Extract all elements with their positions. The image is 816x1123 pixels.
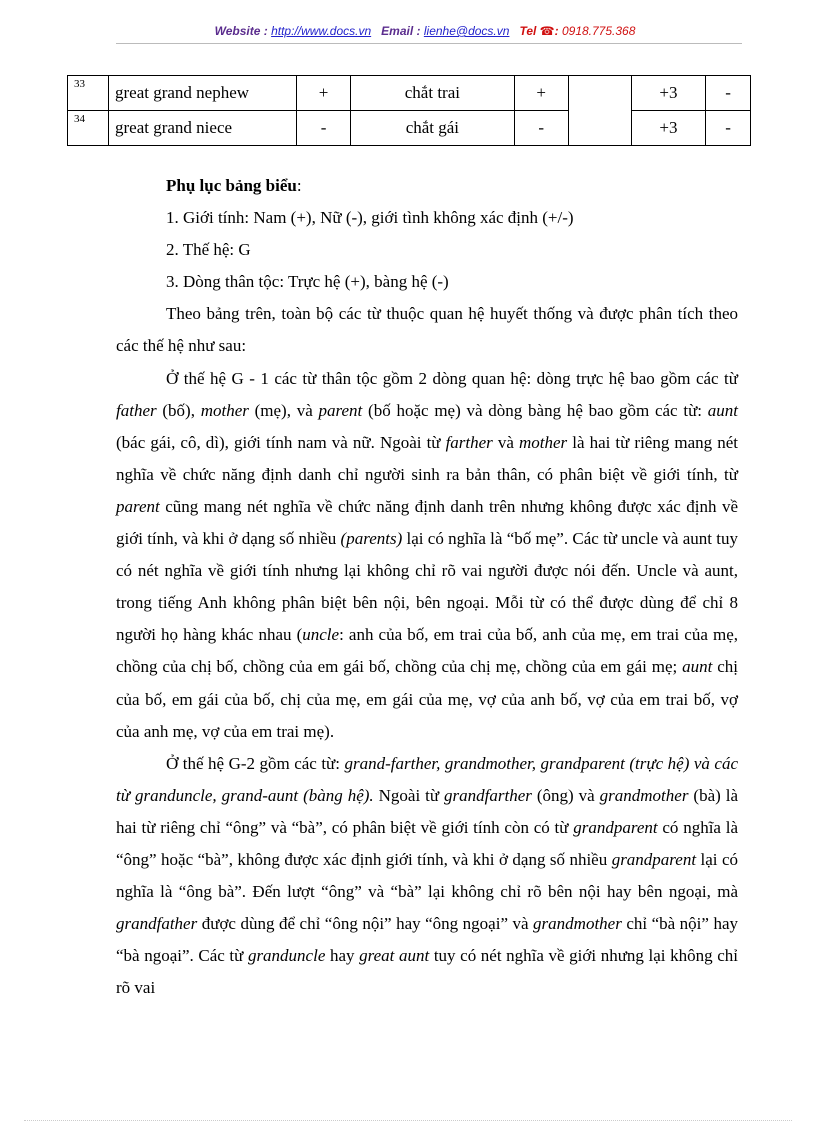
row-number: 34 xyxy=(68,111,109,146)
page-header xyxy=(110,24,740,38)
last-cell: - xyxy=(706,76,751,111)
tel-label: Tel ☎: xyxy=(519,24,559,38)
lineage-cell: - xyxy=(514,111,568,146)
email-link[interactable]: lienhe@docs.vn xyxy=(423,24,510,38)
vietnamese-term: chắt gái xyxy=(351,111,514,146)
lineage-cell: + xyxy=(514,76,568,111)
generation-cell: +3 xyxy=(631,111,706,146)
paragraph-intro: Theo bảng trên, toàn bộ các từ thuộc quan hệ huyết thống và được phân tích theo các thế hệ như sau: xyxy=(116,304,738,356)
table-row xyxy=(68,111,751,146)
footer-divider xyxy=(24,1120,792,1121)
paragraph-generation-1: Ở thế hệ G - 1 các từ thân tộc gồm 2 dòng quan hệ: dòng trực hệ bao gồm các từ father (bố), mother (mẹ), và parent (bố hoặc mẹ) và dòng bàng hệ bao gồm các từ: aunt (bác gái, cô, dì), giới tính nam và nữ. Ngoài từ farther và mother là hai từ riêng mang nét nghĩa về chức năng định danh chỉ người sinh ra bản thân, có phân biệt về giới tính, từ parent cũng mang nét nghĩa về chức năng định danh trên nhưng không được xác định về giới tính, và khi ở dạng số nhiều (parents) lại có nghĩa là “bố mẹ”. Các từ uncle và aunt tuy có nét nghĩa về giới tính nhưng lại không chỉ rõ vai người được nói đến. Uncle và aunt, trong tiếng Anh không phân biệt bên nội, bên ngoại. Mỗi từ có thể được dùng để chỉ 8 người họ hàng khác nhau (uncle: anh của bố, em trai của bố, anh của mẹ, em trai của mẹ, chồng của chị bố, chồng của em gái bố, chồng của chị mẹ, chồng của em gái mẹ; aunt chị của bố, em gái của bố, chị của mẹ, em gái của mẹ, vợ của anh bố, vợ của em trai bố, vợ của anh mẹ, vợ của em trai mẹ). xyxy=(116,368,739,741)
website-link[interactable]: http://www.docs.vn xyxy=(271,24,372,38)
appendix-title: Phụ lục bảng biểu xyxy=(166,176,297,195)
last-cell: - xyxy=(706,111,751,146)
paragraph-generation-2: Ở thế hệ G-2 gồm các từ: grand-farther, grandmother, grandparent (trực hệ) và các từ granduncle, grand-aunt (bàng hệ). Ngoài từ grandfarther (ông) và grandmother (bà) là hai từ riêng chỉ “ông” và “bà”, có phân biệt về giới tính còn có từ grandparent có nghĩa là “ông” hoặc “bà”, không được xác định giới tính, và khi ở dạng số nhiều grandparent lại có nghĩa là “ông bà”. Đến lượt “ông” và “bà” lại không chỉ rõ bên nội hay bên ngoại, mà grandfather được dùng để chỉ “ông nội” hay “ông ngoại” và grandmother chỉ “bà nội” hay “bà ngoại”. Các từ granduncle hay great aunt tuy có nét nghĩa về giới nhưng lại không chỉ rõ vai xyxy=(116,753,739,998)
body-text xyxy=(116,170,738,1004)
table-row xyxy=(68,76,751,111)
gender-cell: - xyxy=(297,111,351,146)
english-term: great grand niece xyxy=(109,111,297,146)
website-label: Website : xyxy=(214,24,268,38)
colon: : xyxy=(296,176,302,195)
appendix-item-3: 3. Dòng thân tộc: Trực hệ (+), bàng hệ (-) xyxy=(166,272,449,292)
english-term: great grand nephew xyxy=(109,76,297,111)
row-number: 33 xyxy=(68,76,109,111)
tel-number: 0918.775.368 xyxy=(561,24,636,38)
vietnamese-term: chắt trai xyxy=(351,76,514,111)
appendix-item-1: 1. Giới tính: Nam (+), Nữ (-), giới tình không xác định (+/-) xyxy=(166,208,574,228)
generation-cell: +3 xyxy=(631,76,706,111)
kinship-table xyxy=(67,75,751,146)
appendix-item-2: 2. Thế hệ: G xyxy=(166,240,251,260)
header-divider xyxy=(116,43,742,44)
email-label: Email : xyxy=(381,24,421,38)
merged-empty-cell xyxy=(568,76,631,146)
gender-cell: + xyxy=(297,76,351,111)
appendix-heading xyxy=(116,170,738,202)
